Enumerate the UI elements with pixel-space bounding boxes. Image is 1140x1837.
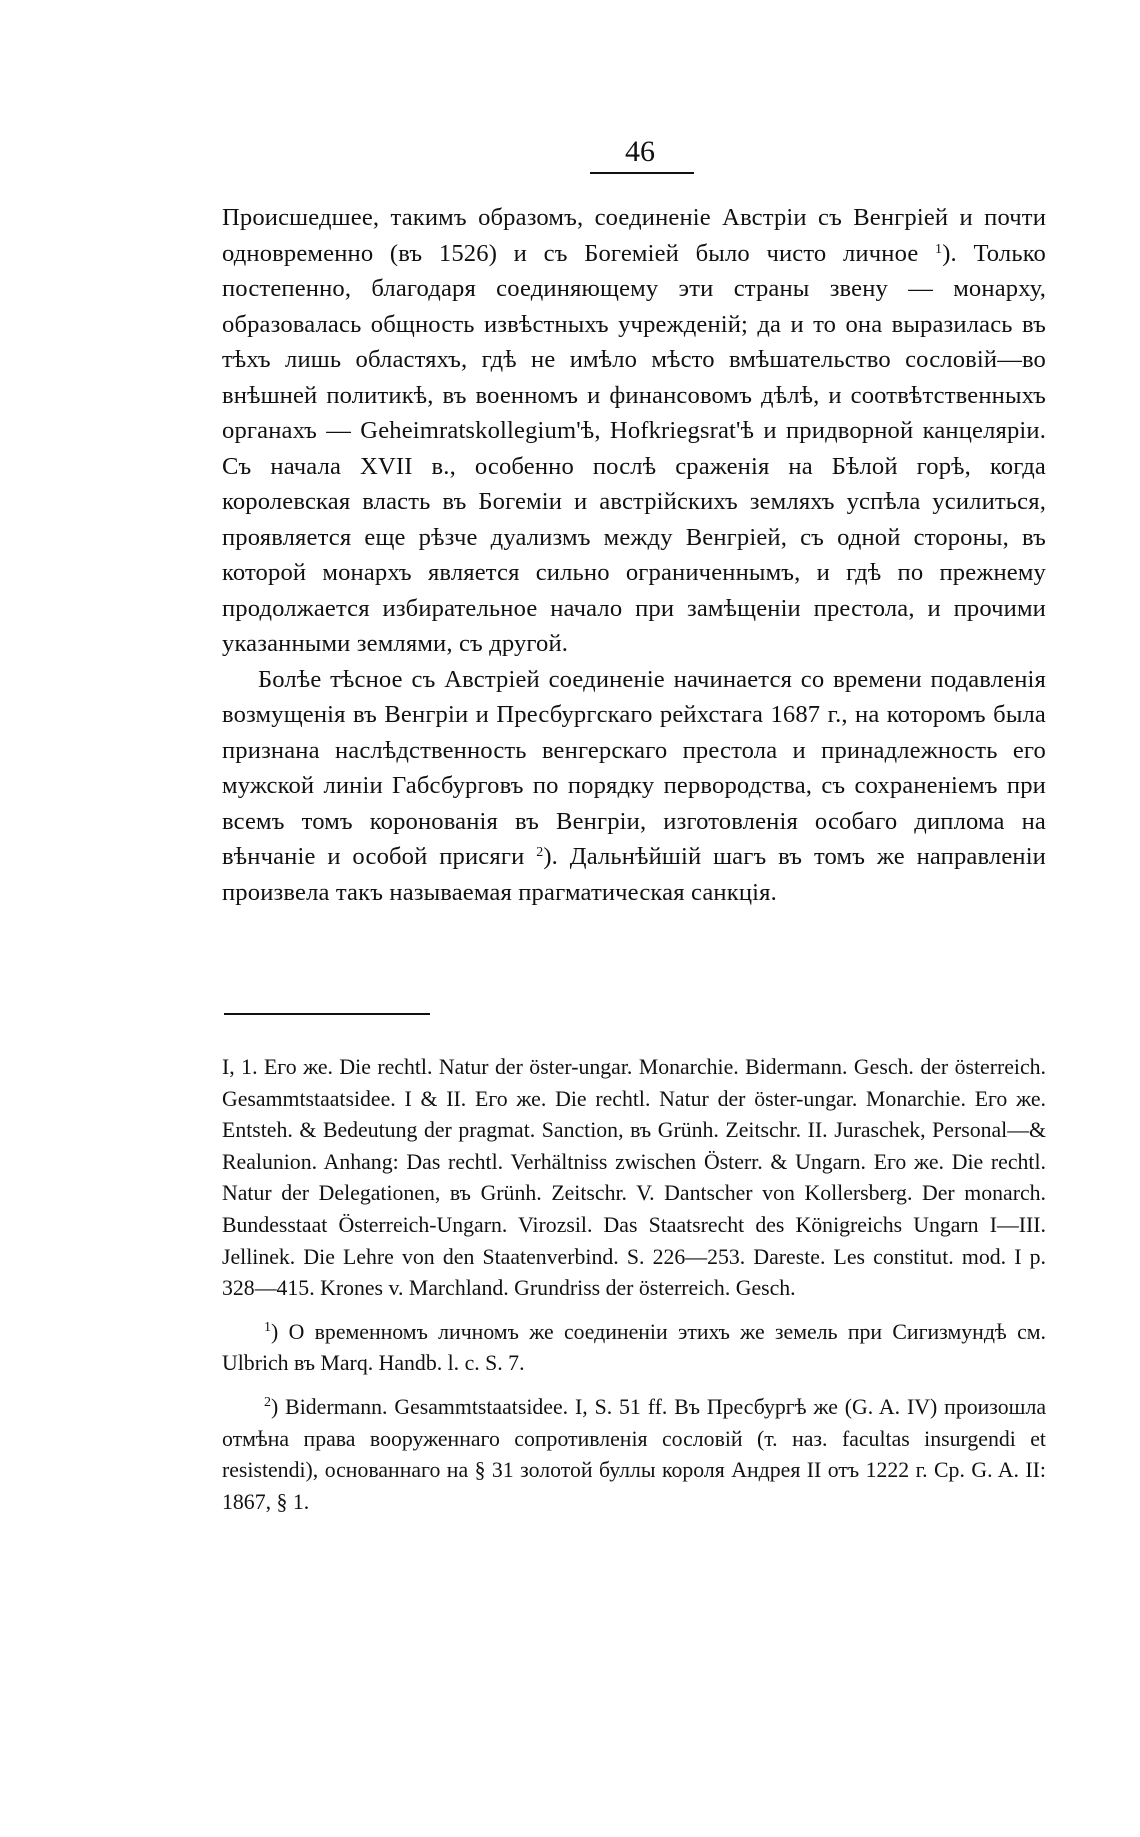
paragraph-1 [222, 200, 1046, 662]
paragraph-1-text-start: Происшедшее, такимъ образомъ, соединеніе Австріи съ Венгріей и почти одновременно (въ 1526) и съ Богеміей было чисто личное [222, 204, 1046, 267]
paragraph-2-text-end: ). Дальнѣйшій шагъ въ томъ же направленіи произвела такъ называемая прагматическая санкція. [222, 843, 1046, 906]
bibliography-footnote: I, 1. Его же. Die rechtl. Natur der öster-ungar. Monarchie. Bidermann. Gesch. der österreich. Gesammtstaatsidee. I & II. Его же. Die rechtl. Natur der öster-ungar. Monarchie. Его же. Entsteh. & Bedeutung der pragmat. Sanction, въ Grünh. Zeitschr. II. Juraschek, Personal—& Realunion. Anhang: Das rechtl. Verhältniss zwischen Österr. & Ungarn. Его же. Die rechtl. Natur der Delegationen, въ Grünh. Zeitschr. V. Dantscher von Kollersberg. Der monarch. Bundesstaat Österreich-Ungarn. Virozsil. Das Staatsrecht des Königreichs Ungarn I—III. Jellinek. Die Lehre von den Staatenverbind. S. 226—253. Dareste. Les constitut. mod. I p. 328—415. Krones v. Marchland. Grundriss der österreich. Gesch. [222, 1055, 1046, 1301]
footnotes [222, 1052, 1046, 1530]
footnote-ref-1: 1 [935, 241, 943, 257]
paragraph-2 [222, 662, 1046, 911]
page-number-rule [590, 172, 694, 174]
footnote-1 [222, 1317, 1046, 1380]
page-number: 46 [625, 135, 655, 168]
footnote-1-text: ) О временномъ личномъ же соединеніи этихъ же земель при Сигизмундѣ см. Ulbrich въ Marq. Handb. l. c. S. 7. [222, 1319, 1046, 1376]
footnote-ref-2: 2 [536, 845, 544, 860]
footnote-2 [222, 1392, 1046, 1518]
footnote-separator [224, 1013, 430, 1015]
paragraph-2-text-start: Болѣе тѣсное съ Австріей соединеніе начинается со времени подавленія возмущенія въ Венгріи и Пресбургскаго рейхстага 1687 г., на которомъ была признана наслѣдственность венгерскаго престола и принадлежность его мужской линіи Габсбурговъ по порядку первородства, съ сохраненіемъ при всемъ томъ коронованія въ Венгріи, изготовленія особаго диплома на вѣнчаніе и особой присяги [222, 665, 1046, 870]
footnote-2-marker: 2 [264, 1394, 271, 1410]
footnote-1-marker: 1 [264, 1319, 271, 1335]
main-text [222, 200, 1046, 910]
footnote-2-text: ) Bidermann. Gesammtstaatsidee. I, S. 51 ff. Въ Пресбургѣ же (G. A. IV) произошла отмѣна права вооруженнаго сопротивленія сословій (т. наз. facultas insurgendi et resistendi), основаннаго на § 31 золотой буллы короля Андрея II отъ 1222 г. Ср. G. A. II: 1867, § 1. [222, 1394, 1046, 1514]
paragraph-1-text-end: ). Только постепенно, благодаря соединяющему эти страны звену — монарху, образовалась общность извѣстныхъ учрежденій; да и то она выразилась въ тѣхъ лишь областяхъ, гдѣ не имѣло мѣсто вмѣшательство сословій—во внѣшней политикѣ, въ военномъ и финансовомъ дѣлѣ, и соотвѣтственныхъ органахъ — Geheimratskollegium'ѣ, Hofkriegsrat'ѣ и придворной канцеляріи. Съ начала XVII в., особенно послѣ сраженія на Бѣлой горѣ, когда королевская власть въ Богеміи и австрійскихъ земляхъ успѣла усилиться, проявляется еще рѣзче дуализмъ между Венгріей, съ одной стороны, въ которой монархъ является сильно ограниченнымъ, и гдѣ по прежнему продолжается избирательное начало при замѣщеніи престола, и прочими указанными землями, съ другой. [222, 239, 1046, 657]
